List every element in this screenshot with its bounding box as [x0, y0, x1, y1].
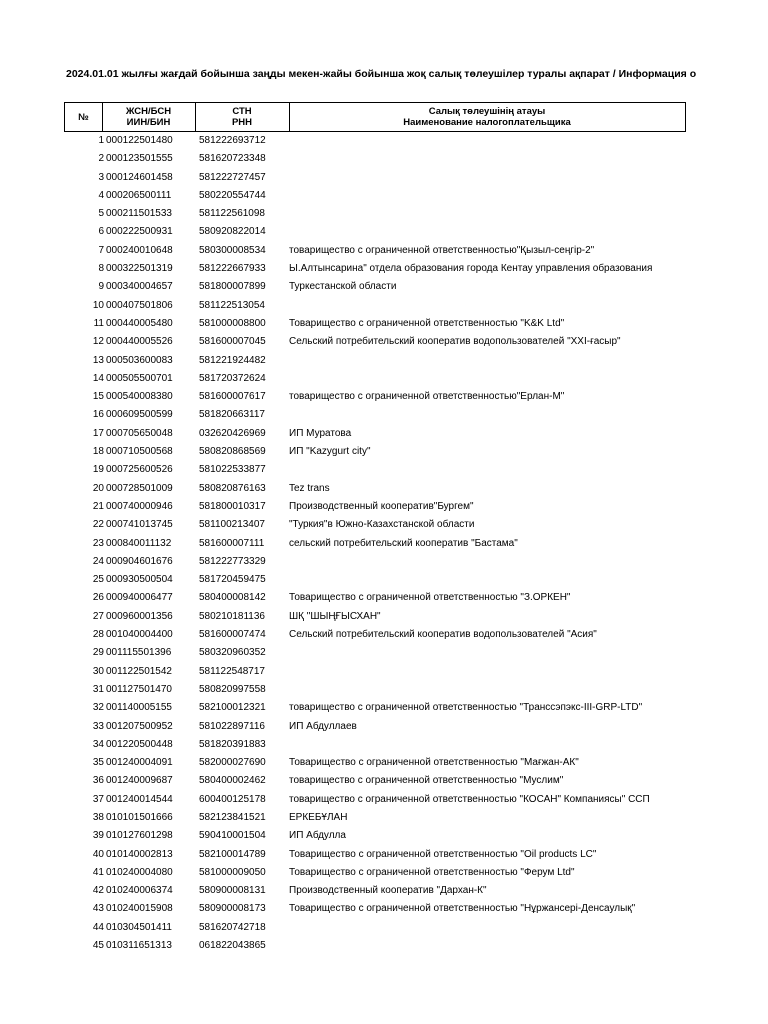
row-taxpayer-name: Товарищество с ограниченной ответственностью "K&K Ltd": [289, 317, 565, 329]
row-iin: 010240015908: [106, 903, 173, 915]
header-number: [65, 103, 103, 131]
row-number: 11: [93, 317, 104, 329]
header-taxpayer-name: [289, 103, 685, 131]
table-row: [0, 461, 768, 479]
row-rnn: 580820876163: [199, 482, 266, 494]
table-row: [0, 553, 768, 571]
row-taxpayer-name: ШҚ "ШЫҢҒЫСХАН": [289, 610, 381, 622]
row-rnn: 580900008173: [199, 903, 266, 915]
row-iin: 000440005526: [106, 336, 173, 348]
table-row: [0, 772, 768, 790]
row-number: 12: [92, 336, 104, 348]
header-name-kz: Салық төлеушінің атауы: [428, 106, 546, 117]
row-number: 39: [92, 830, 104, 842]
table-row: [0, 571, 768, 589]
row-rnn: 581800007899: [199, 281, 266, 293]
row-iin: 010304501411: [106, 921, 172, 933]
row-number: 2: [98, 153, 104, 165]
row-rnn: 580820997558: [199, 683, 266, 695]
row-taxpayer-name: Товарищество с ограниченной ответственностью "Нұржансері-Денсаулық": [289, 903, 636, 915]
row-iin: 000540008380: [106, 391, 173, 403]
row-number: 34: [92, 738, 104, 750]
document-title: 2024.01.01 жылғы жағдай бойынша заңды мекен-жайы бойынша жоқ салық төлеушілер туралы ақпарат / Информация о: [66, 68, 697, 80]
row-rnn: 580320960352: [199, 647, 266, 659]
row-rnn: 582123841521: [199, 811, 266, 823]
table-row: [0, 608, 768, 626]
table-row: [0, 809, 768, 827]
row-iin: 000322501319: [106, 263, 173, 275]
row-iin: 000904601676: [106, 555, 173, 567]
row-rnn: 580220554744: [199, 189, 266, 201]
table-body: [0, 132, 768, 955]
table-row: [0, 535, 768, 553]
row-rnn: 581600007111: [199, 537, 265, 549]
row-iin: 000503600083: [106, 354, 173, 366]
row-iin: 000960001356: [106, 610, 173, 622]
row-number: 16: [92, 409, 104, 421]
row-number: 24: [92, 555, 104, 567]
row-rnn: 581820663117: [199, 409, 265, 421]
row-number: 40: [92, 848, 104, 860]
row-number: 37: [92, 793, 104, 805]
row-taxpayer-name: ИП Абдулла: [289, 830, 346, 842]
table-row: [0, 791, 768, 809]
table-row: [0, 406, 768, 424]
row-iin: 000440005480: [106, 317, 173, 329]
row-rnn: 581800010317: [199, 500, 266, 512]
row-number: 7: [98, 244, 104, 256]
row-rnn: 580820868569: [199, 446, 266, 458]
table-row: [0, 681, 768, 699]
row-taxpayer-name: ИП Муратова: [289, 427, 352, 439]
row-iin: 001040004400: [106, 629, 173, 641]
row-rnn: 581000009050: [199, 866, 266, 878]
row-rnn: 590410001504: [199, 830, 266, 842]
row-iin: 000930500504: [106, 574, 173, 586]
table-row: [0, 589, 768, 607]
row-iin: 010101501666: [106, 811, 173, 823]
table-row: [0, 882, 768, 900]
row-rnn: 581620723348: [199, 153, 266, 165]
table-row: [0, 754, 768, 772]
table-row: [0, 132, 768, 150]
table-row: [0, 187, 768, 205]
row-taxpayer-name: товарищество с ограниченной ответственностью "Транссэпэкс-III-GRP-LTD": [289, 702, 643, 714]
row-rnn: 582100012321: [199, 702, 266, 714]
row-iin: 000840011132: [106, 537, 172, 549]
table-row: [0, 736, 768, 754]
row-taxpayer-name: ИП "Kazygurt city": [289, 446, 371, 458]
table-row: [0, 644, 768, 662]
row-taxpayer-name: "Туркия"в Южно-Казахстанской области: [289, 519, 475, 531]
row-rnn: 580920822014: [199, 226, 266, 238]
table-row: [0, 699, 768, 717]
table-row: [0, 498, 768, 516]
row-taxpayer-name: Товарищество с ограниченной ответственностью "З.ОРКЕН": [289, 592, 571, 604]
row-number: 15: [92, 391, 104, 403]
row-rnn: 061822043865: [199, 940, 266, 952]
table-row: [0, 480, 768, 498]
row-number: 5: [98, 208, 104, 220]
table-row: [0, 315, 768, 333]
row-number: 38: [92, 811, 104, 823]
row-rnn: 581022533877: [199, 464, 266, 476]
row-iin: 001115501396: [106, 647, 172, 659]
row-taxpayer-name: Туркестанской области: [289, 281, 397, 293]
row-number: 8: [98, 263, 104, 275]
row-iin: 010127601298: [106, 830, 173, 842]
table-row: [0, 516, 768, 534]
row-number: 42: [92, 885, 104, 897]
row-number: 17: [92, 427, 104, 439]
row-iin: 001240009687: [106, 775, 173, 787]
row-taxpayer-name: Товарищество с ограниченной ответственностью "Oil products LC": [289, 848, 597, 860]
row-number: 14: [92, 372, 104, 384]
row-rnn: 580900008131: [199, 885, 266, 897]
table-row: [0, 205, 768, 223]
table-row: [0, 278, 768, 296]
table-row: [0, 864, 768, 882]
row-taxpayer-name: Товарищество с ограниченной ответственностью "Мағжан-АК": [289, 757, 579, 769]
row-iin: 010240006374: [106, 885, 173, 897]
header-rnn: [195, 103, 290, 131]
row-rnn: 581600007617: [199, 391, 266, 403]
header-iin-ru: ИИН/БИН: [126, 117, 171, 128]
row-number: 10: [92, 299, 104, 311]
row-rnn: 580300008534: [199, 244, 266, 256]
row-taxpayer-name: Сельский потребительский кооператив водопользователей "Асия": [289, 629, 597, 641]
header-rnn-ru: РНН: [231, 117, 253, 128]
row-iin: 001127501470: [106, 683, 172, 695]
row-iin: 000940006477: [106, 592, 173, 604]
table-row: [0, 425, 768, 443]
header-name-ru: Наименование налогоплательщика: [403, 117, 571, 128]
table-row: [0, 169, 768, 187]
row-number: 35: [92, 757, 104, 769]
row-rnn: 581222667933: [199, 263, 266, 275]
table-row: [0, 150, 768, 168]
row-iin: 000122501480: [106, 135, 173, 146]
row-number: 13: [92, 354, 104, 366]
table-row: [0, 827, 768, 845]
table-header: [64, 102, 686, 132]
table-row: [0, 443, 768, 461]
row-rnn: 581222773329: [199, 555, 266, 567]
header-rnn-kz: СТН: [232, 106, 252, 117]
row-taxpayer-name: товарищество с ограниченной ответственностью "КОСАН" Компаниясы" ССП: [289, 793, 650, 805]
table-row: [0, 223, 768, 241]
table-row: [0, 846, 768, 864]
row-rnn: 581600007474: [199, 629, 266, 641]
row-rnn: 581820391883: [199, 738, 266, 750]
row-number: 28: [92, 629, 104, 641]
row-iin: 000740000946: [106, 500, 173, 512]
row-iin: 000609500599: [106, 409, 173, 421]
row-number: 20: [92, 482, 104, 494]
table-row: [0, 297, 768, 315]
row-taxpayer-name: Ы.Алтынсарина" отдела образования города Кентау управления образования: [289, 263, 653, 275]
row-rnn: 581221924482: [199, 354, 266, 366]
row-rnn: 580210181136: [199, 610, 265, 622]
row-rnn: 581620742718: [199, 921, 266, 933]
row-number: 23: [92, 537, 104, 549]
row-number: 27: [92, 610, 104, 622]
table-row: [0, 333, 768, 351]
row-rnn: 581022897116: [199, 720, 265, 732]
row-rnn: 581100213407: [199, 519, 265, 531]
row-taxpayer-name: ИП Абдуллаев: [289, 720, 357, 732]
row-number: 32: [92, 702, 104, 714]
row-rnn: 580400002462: [199, 775, 266, 787]
row-number: 31: [92, 683, 104, 695]
table-row: [0, 919, 768, 937]
row-rnn: 600400125178: [199, 793, 266, 805]
row-iin: 001220500448: [106, 738, 173, 750]
header-iin-kz: ЖСН/БСН: [125, 106, 172, 117]
row-number: 30: [92, 665, 104, 677]
row-iin: 000728501009: [106, 482, 173, 494]
table-row: [0, 718, 768, 736]
table-row: [0, 388, 768, 406]
row-number: 4: [98, 189, 104, 201]
row-iin: 000124601458: [106, 171, 173, 183]
table-row: [0, 663, 768, 681]
header-number-label: №: [78, 111, 89, 123]
row-number: 43: [92, 903, 104, 915]
row-number: 3: [98, 171, 104, 183]
row-number: 44: [92, 921, 104, 933]
table-row: [0, 900, 768, 918]
row-taxpayer-name: Товарищество с ограниченной ответственностью "Ферум Ltd": [289, 866, 575, 878]
table-row: [0, 937, 768, 955]
row-iin: 000710500568: [106, 446, 173, 458]
row-rnn: 580400008142: [199, 592, 266, 604]
row-iin: 000123501555: [106, 153, 173, 165]
row-iin: 010140002813: [106, 848, 173, 860]
row-number: 29: [92, 647, 104, 659]
row-rnn: 582100014789: [199, 848, 266, 860]
row-number: 41: [92, 866, 104, 878]
row-rnn: 581222727457: [199, 171, 266, 183]
row-number: 22: [92, 519, 104, 531]
row-rnn: 581222693712: [199, 135, 266, 146]
row-iin: 000240010648: [106, 244, 173, 256]
row-taxpayer-name: товарищество с ограниченной ответственностью"Қызыл-сеңгір-2": [289, 244, 595, 256]
row-iin: 001140005155: [106, 702, 172, 714]
row-number: 9: [98, 281, 104, 293]
row-taxpayer-name: Производственный кооператив"Бургем": [289, 500, 474, 512]
row-number: 6: [98, 226, 104, 238]
table-row: [0, 242, 768, 260]
row-iin: 001240004091: [106, 757, 173, 769]
row-iin: 000407501806: [106, 299, 173, 311]
row-number: 33: [92, 720, 104, 732]
row-iin: 001207500952: [106, 720, 173, 732]
row-taxpayer-name: товарищество с ограниченной ответственностью"Ерлан-М": [289, 391, 565, 403]
row-rnn: 581122548717: [199, 665, 265, 677]
row-iin: 000206500111: [106, 189, 172, 201]
table-row: [0, 626, 768, 644]
row-rnn: 581600007045: [199, 336, 266, 348]
row-iin: 000211501533: [106, 208, 172, 220]
row-number: 19: [92, 464, 104, 476]
row-iin: 000505500701: [106, 372, 173, 384]
row-number: 18: [92, 446, 104, 458]
row-taxpayer-name: сельский потребительский кооператив "Бастама": [289, 537, 518, 549]
row-taxpayer-name: Tez trans: [289, 482, 330, 494]
row-number: 45: [92, 940, 104, 952]
row-number: 36: [92, 775, 104, 787]
table-row: [0, 352, 768, 370]
header-iin: [102, 103, 196, 131]
row-rnn: 582000027690: [199, 757, 266, 769]
table-row: [0, 370, 768, 388]
row-iin: 000340004657: [106, 281, 173, 293]
table-row: [0, 260, 768, 278]
row-rnn: 581122513054: [199, 299, 265, 311]
row-number: 1: [98, 135, 104, 146]
row-taxpayer-name: Производственный кооператив "Дархан-К": [289, 885, 487, 897]
row-rnn: 581720459475: [199, 574, 266, 586]
row-iin: 000705650048: [106, 427, 173, 439]
row-taxpayer-name: Сельский потребительский кооператив водопользователей "XXI-ғасыр": [289, 336, 621, 348]
row-iin: 000741013745: [106, 519, 173, 531]
row-number: 26: [92, 592, 104, 604]
row-iin: 010240004080: [106, 866, 173, 878]
row-iin: 010311651313: [106, 940, 172, 952]
row-iin: 000725600526: [106, 464, 173, 476]
row-number: 25: [92, 574, 104, 586]
row-taxpayer-name: товарищество с ограниченной ответственностью "Муслим": [289, 775, 564, 787]
row-iin: 000222500931: [106, 226, 173, 238]
row-number: 21: [92, 500, 104, 512]
row-iin: 001240014544: [106, 793, 173, 805]
row-rnn: 581000008800: [199, 317, 266, 329]
row-rnn: 581720372624: [199, 372, 266, 384]
row-rnn: 032620426969: [199, 427, 266, 439]
row-iin: 001122501542: [106, 665, 172, 677]
row-taxpayer-name: ЕРКЕБҰЛАН: [289, 811, 348, 823]
row-rnn: 581122561098: [199, 208, 265, 220]
